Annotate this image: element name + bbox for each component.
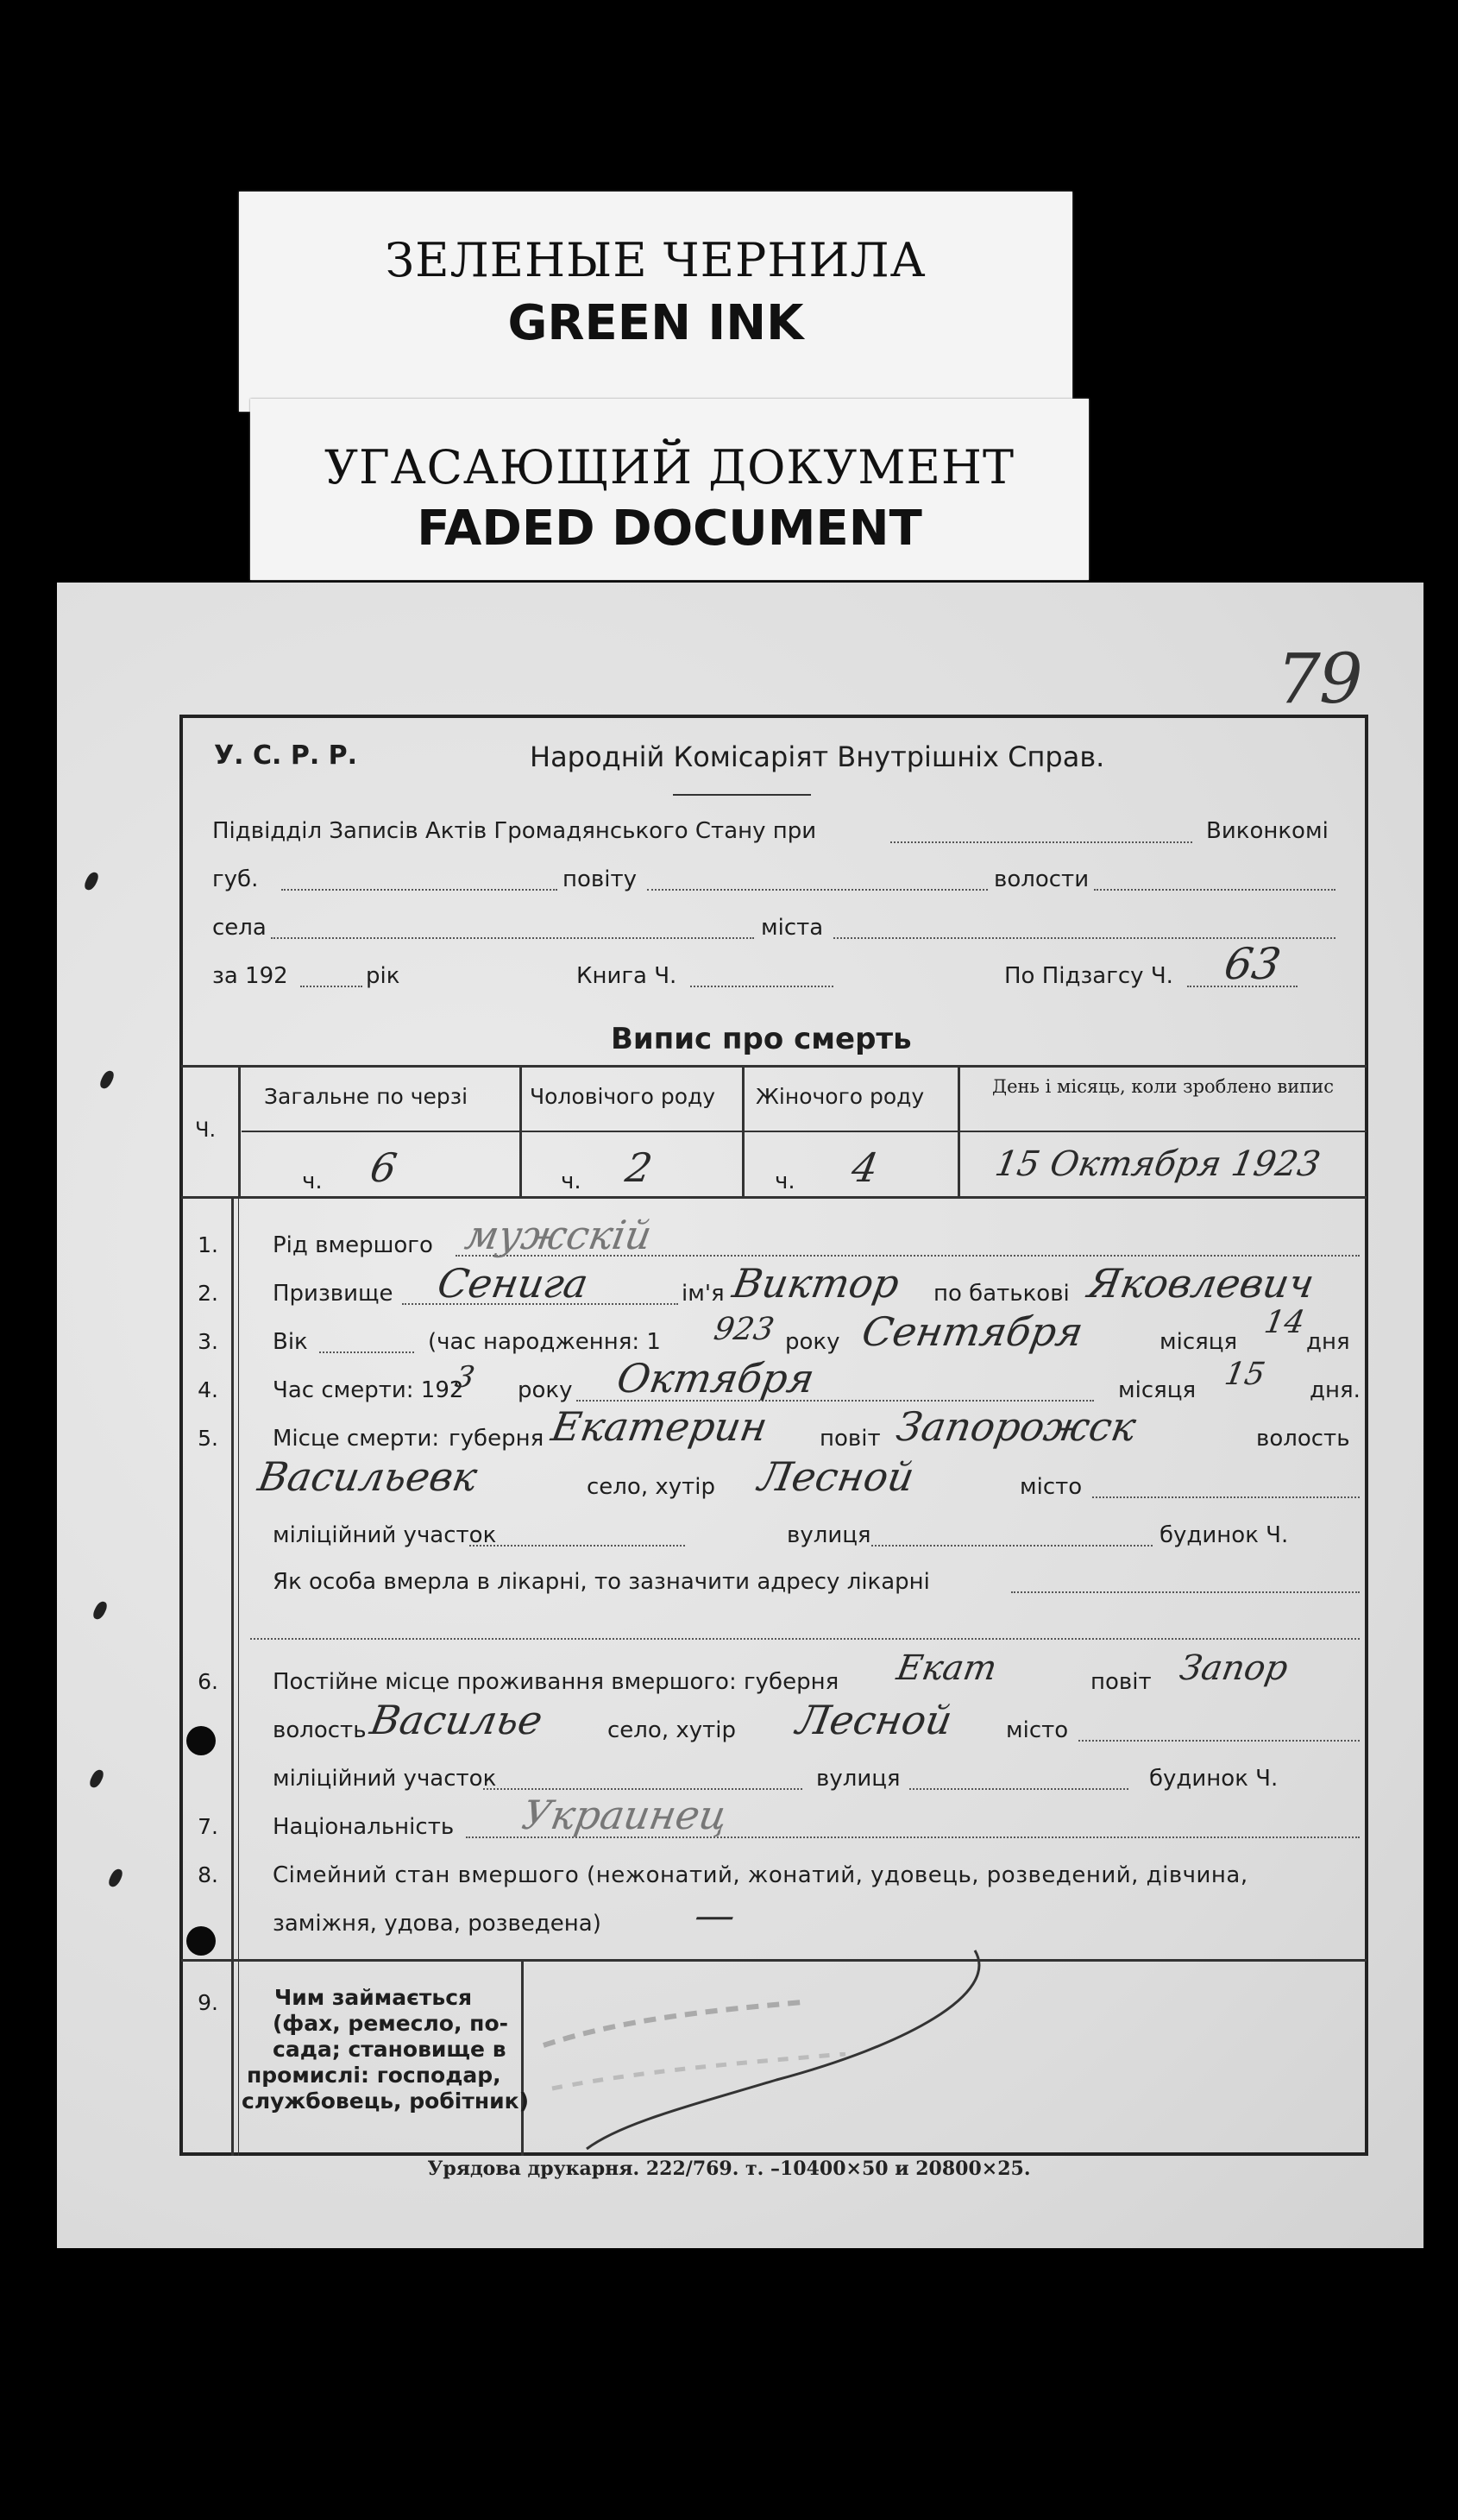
r5-selo-value: Лесной — [755, 1453, 918, 1500]
table-rule — [181, 1065, 1367, 1068]
r4-year: 3 — [452, 1360, 478, 1395]
r3-day-value: 14 — [1261, 1305, 1308, 1340]
r6-militia-dots — [483, 1788, 802, 1790]
r7-label: Національність — [273, 1814, 455, 1840]
male-value: 2 — [622, 1144, 657, 1191]
r8-value: — — [691, 1892, 739, 1938]
r5-street-dots — [871, 1545, 1153, 1547]
r6-militia: міліційний участок — [273, 1766, 497, 1792]
col-female: Жіночого роду — [756, 1084, 925, 1109]
col-male: Чоловічого роду — [530, 1084, 716, 1109]
record-number: 63 — [1220, 939, 1285, 989]
r6-house: будинок Ч. — [1149, 1766, 1279, 1792]
general-prefix: ч. — [302, 1169, 323, 1194]
r3-age: Вік — [273, 1329, 308, 1355]
row-number: 1. — [198, 1232, 218, 1257]
r9-label-3: сада; становище в — [273, 2037, 506, 2062]
r5-house: будинок Ч. — [1159, 1522, 1289, 1548]
col-ch: Ч. — [195, 1118, 217, 1142]
r5-hospital-dots — [1011, 1591, 1360, 1593]
r4-label: Час смерти: 192 — [273, 1377, 464, 1403]
r8-label: Сімейний стан вмершого (нежонатий, жонатий, удовець, розведений, дівчина, — [273, 1862, 1248, 1888]
row-number: 9. — [198, 1990, 218, 2015]
r6-selo: село, хутір — [607, 1717, 736, 1743]
page-number: 79 — [1277, 639, 1361, 719]
r3-dots — [319, 1351, 414, 1353]
row-number: 6. — [198, 1669, 218, 1694]
r4-day-word: дня. — [1310, 1377, 1361, 1403]
green-ink-ru: ЗЕЛЕНЫЕ ЧЕРНИЛА — [385, 233, 927, 287]
row-number: 2. — [198, 1281, 218, 1306]
pen-stroke — [518, 1933, 1122, 2158]
r9-label-4: промислі: господар, — [247, 2063, 501, 2088]
r4-day-value: 15 — [1222, 1357, 1268, 1392]
r6-label: Постійне місце проживання вмершого: губерня — [273, 1669, 839, 1695]
r5-gub-value: Екатерин — [548, 1403, 771, 1450]
r5-selo: село, хутір — [587, 1474, 715, 1500]
mista-label: міста — [761, 915, 824, 941]
r4-month-word: місяця — [1118, 1377, 1197, 1403]
general-value: 6 — [367, 1144, 401, 1191]
r6-selo-value: Лесной — [793, 1697, 956, 1743]
r5-street: вулиця — [787, 1522, 871, 1548]
r6-street: вулиця — [816, 1766, 901, 1792]
r5-hospital: Як особа вмерла в лікарні, то зазначити адресу лікарні — [273, 1569, 930, 1595]
r3-birth-year: 923 — [711, 1312, 777, 1347]
r5-label: Місце смерти: — [273, 1426, 440, 1452]
r1-value: мужскій — [462, 1212, 656, 1258]
record-label: По Підзагсу Ч. — [1004, 963, 1173, 989]
number-col-inner — [238, 1198, 239, 2156]
year-dots — [300, 986, 362, 987]
r6-street-dots — [909, 1788, 1128, 1790]
r6-volost-value: Василье — [367, 1697, 546, 1743]
r9-label-1: Чим займається — [274, 1985, 473, 2010]
table-col — [742, 1065, 745, 1198]
r5-hospital-dots2 — [250, 1638, 1360, 1640]
r2-patronymic-value: Яковлевич — [1084, 1260, 1318, 1307]
r5-militia: міліційний участок — [273, 1522, 497, 1548]
female-value: 4 — [848, 1144, 883, 1191]
table-col — [519, 1065, 522, 1198]
r6-gub-value: Екат — [893, 1648, 1000, 1688]
subdivision-label: Підвідділ Записів Актів Громадянського Стану при — [212, 818, 817, 844]
r3-month-value: Сентября — [858, 1308, 1087, 1355]
col-general: Загальне по черзі — [264, 1084, 468, 1109]
commissariat: Народній Комісаріят Внутрішніх Справ. — [530, 740, 1105, 773]
book-dots — [690, 986, 833, 987]
r4-year-word: року — [518, 1377, 573, 1403]
selo-dots — [271, 937, 754, 939]
r5-povit: повіт — [820, 1426, 881, 1452]
republic: У. С. Р. Р. — [214, 740, 358, 771]
year-suffix: рік — [366, 963, 400, 989]
row-number: 4. — [198, 1377, 218, 1402]
r5-misto: місто — [1020, 1474, 1083, 1500]
r2-name-value: Виктор — [729, 1260, 903, 1307]
r5-misto-dots — [1092, 1496, 1360, 1498]
number-col — [231, 1198, 234, 2156]
female-prefix: ч. — [775, 1169, 795, 1194]
r5-militia-dots — [469, 1545, 685, 1547]
faded-en: FADED DOCUMENT — [417, 501, 922, 557]
date-value: 15 Октября 1923 — [991, 1144, 1323, 1184]
povit-dots — [647, 889, 988, 891]
table-col — [958, 1065, 960, 1198]
r2-surname-value: Сенига — [434, 1260, 592, 1307]
faded-ru: УГАСАЮЩИЙ ДОКУМЕНТ — [324, 440, 1015, 495]
book-label: Книга Ч. — [576, 963, 677, 989]
r5-povit-value: Запорожск — [893, 1403, 1140, 1450]
gub-label: губ. — [212, 866, 259, 892]
volost-dots — [1094, 889, 1335, 891]
row-number: 8. — [198, 1862, 218, 1887]
r3-month-word: місяця — [1159, 1329, 1238, 1355]
row-number: 3. — [198, 1329, 218, 1354]
r2-name-label: ім'я — [682, 1281, 725, 1307]
r8-label2: заміжня, удова, розведена) — [273, 1911, 601, 1937]
r6-povit-value: Запор — [1176, 1648, 1291, 1688]
green-ink-en: GREEN INK — [507, 295, 804, 351]
r9-label-2: (фах, ремесло, по- — [273, 2011, 508, 2036]
r3-birth: (час народження: 1 — [428, 1329, 661, 1355]
gub-dots — [281, 889, 557, 891]
povit-label: повіту — [562, 866, 637, 892]
col-date-made: День і місяць, коли зроблено випис — [992, 1076, 1334, 1097]
r6-povit: повіт — [1090, 1669, 1152, 1695]
green-ink-label — [239, 192, 1072, 412]
r1-label: Рід вмершого — [273, 1232, 433, 1258]
r3-day-word: дня — [1306, 1329, 1350, 1355]
r6-misto-dots — [1078, 1740, 1360, 1742]
faded-document-label — [250, 399, 1089, 580]
r9-label-5: службовець, робітник) — [242, 2088, 530, 2114]
r7-value: Украинец — [518, 1792, 732, 1838]
table-rule — [181, 1196, 1367, 1199]
r2-surname-label: Призвище — [273, 1281, 393, 1307]
print-line: Урядова друкарня. 222/769. т. –10400×50 и 20800×25. — [427, 2158, 1031, 2180]
row-number: 7. — [198, 1814, 218, 1839]
year-prefix: за 192 — [212, 963, 288, 989]
r3-year-word: року — [785, 1329, 840, 1355]
table-rule — [242, 1131, 1367, 1132]
r5-volost-value: Васильевк — [255, 1453, 481, 1500]
form-title: Випис про смерть — [611, 1022, 912, 1056]
r6-volost: волость — [273, 1717, 367, 1743]
executive-label: Виконкомі — [1206, 818, 1329, 844]
row-number: 5. — [198, 1426, 218, 1451]
volost-label: волости — [994, 866, 1090, 892]
header-rule — [673, 794, 811, 796]
subdivision-dots — [890, 841, 1192, 843]
r4-month-value: Октября — [613, 1355, 819, 1402]
r2-patronymic-label: по батькові — [933, 1281, 1070, 1307]
r5-volost: волость — [1256, 1426, 1350, 1452]
r6-misto: місто — [1006, 1717, 1069, 1743]
r5-gub: губерня — [449, 1426, 544, 1452]
male-prefix: ч. — [561, 1169, 581, 1194]
table-col — [238, 1065, 241, 1198]
selo-label: села — [212, 915, 267, 941]
